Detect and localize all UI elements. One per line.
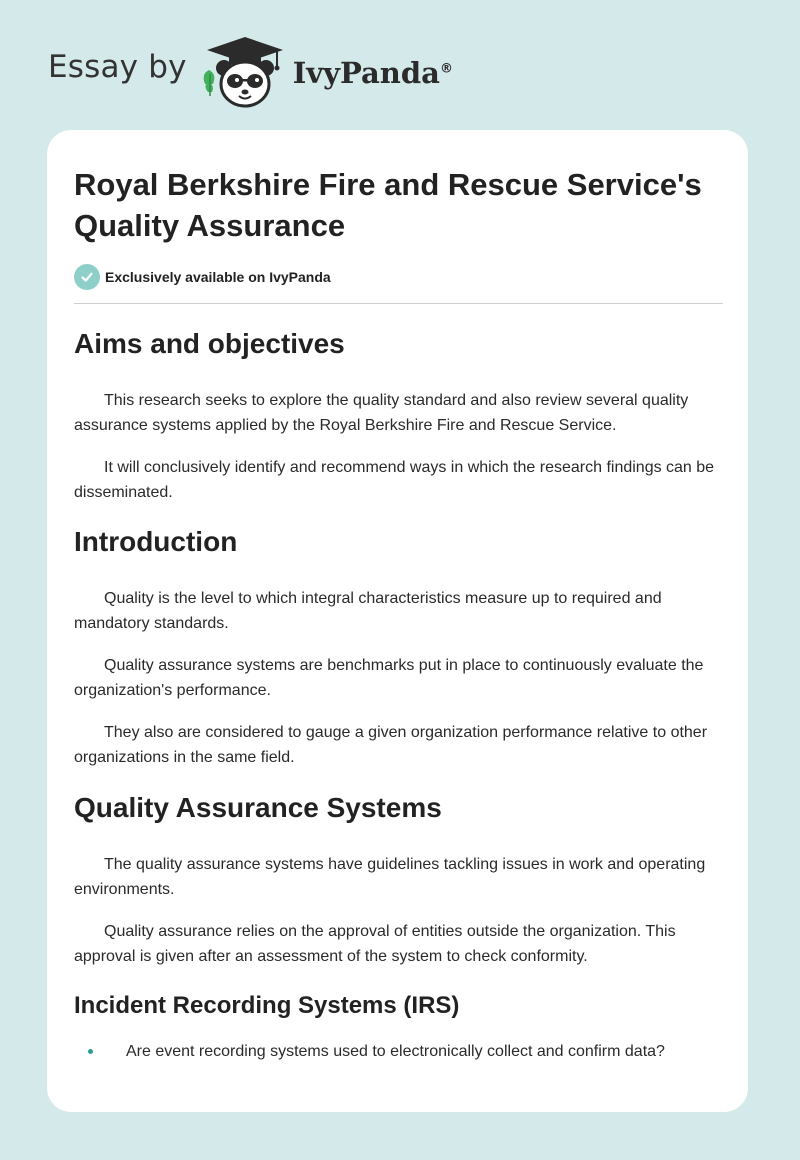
section-heading-aims: Aims and objectives <box>74 328 345 359</box>
bullet-icon <box>88 1049 93 1054</box>
check-icon <box>74 264 100 290</box>
section-heading-quality-assurance-systems: Quality Assurance Systems <box>74 792 442 823</box>
article-title: Royal Berkshire Fire and Rescue Service's Quality Assurance <box>74 167 702 243</box>
paragraph: Quality is the level to which integral characteristics measure up to required and mandatory standards. <box>74 590 662 632</box>
paragraph: Quality assurance relies on the approval of entities outside the organization. This approval is given after an assessment of the system to check conformity. <box>74 923 676 965</box>
list-item: Are event recording systems used to electronically collect and confirm data? <box>74 1039 724 1064</box>
site-header <box>48 34 453 110</box>
article-card <box>47 130 748 1112</box>
paragraph: Quality assurance systems are benchmarks put in place to continuously evaluate the organization's performance. <box>74 657 704 699</box>
exclusive-badge-text: Exclusively available on IvyPanda <box>105 269 331 285</box>
paragraph: The quality assurance systems have guidelines tackling issues in work and operating environments. <box>74 856 706 898</box>
title-divider <box>74 303 723 304</box>
paragraph: They also are considered to gauge a given organization performance relative to other organizations in the same field. <box>74 724 708 766</box>
paragraph: It will conclusively identify and recommend ways in which the research findings can be disseminated. <box>74 459 715 501</box>
brand-name: IvyPanda® <box>292 56 453 90</box>
exclusive-badge <box>74 264 331 290</box>
section-heading-introduction: Introduction <box>74 526 238 557</box>
panda-logo-icon[interactable] <box>199 34 291 110</box>
irs-bullet-list <box>74 1039 724 1064</box>
paragraph: This research seeks to explore the quality standard and also review several quality assurance systems applied by the Royal Berkshire Fire and Rescue Service. <box>74 392 689 434</box>
section-heading-irs: Incident Recording Systems (IRS) <box>74 992 460 1019</box>
essay-by-label: Essay by <box>48 49 187 85</box>
article-body <box>74 324 724 1064</box>
registered-mark: ® <box>439 61 453 77</box>
